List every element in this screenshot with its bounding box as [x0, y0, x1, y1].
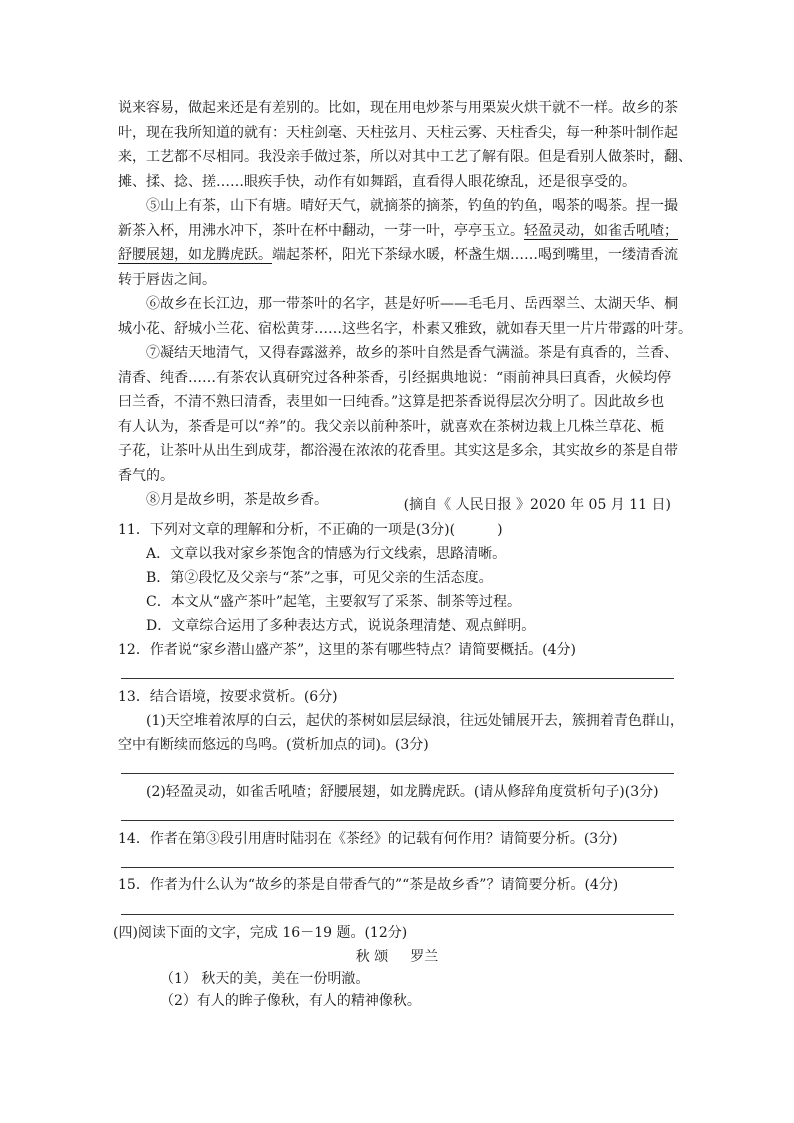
- text-line: 香气的。: [118, 467, 174, 484]
- option-d: D．文章综合运用了多种表达方式，说说条理清楚、观点鲜明。: [146, 618, 536, 634]
- answer-line[interactable]: [121, 773, 674, 774]
- text-line: 来，工艺都不尽相同。我没亲手做过茶，所以对其中工艺了解有限。但是看别人做茶时，翻、: [118, 149, 692, 165]
- question-14: 14．作者在第③段引用唐时陆羽在《茶经》的记载有何作用？请简要分析。(3分): [118, 831, 618, 847]
- text-plain: 新茶入杯，用沸水冲下，茶叶在杯中翻动，一芽一叶，亭亭玉立。: [118, 222, 524, 239]
- option-c: C．本文从“盛产茶叶”起笔，主要叙写了采茶、制茶等过程。: [146, 594, 522, 610]
- text-line: ⑥故乡在长江边，那一带茶叶的名字，甚是好听——毛毛月、岳西翠兰、太湖天华、桐: [146, 296, 678, 312]
- answer-line[interactable]: [121, 678, 674, 679]
- option-a: A．文章以我对家乡茶饱含的情感为行文线索，思路清晰。: [146, 546, 507, 562]
- question-13: 13．结合语境，按要求赏析。(6分): [118, 689, 338, 705]
- paragraph-5: [118, 194, 678, 292]
- text-line: ⑤山上有茶，山下有塘。晴好天气，就摘茶的摘茶，钓鱼的钓鱼，喝茶的喝茶。捏一撮: [146, 198, 678, 214]
- text-line: 叶，现在我所知道的就有：天柱剑毫、天柱弦月、天柱云雾、天柱香尖，每一种茶叶制作起: [118, 124, 678, 141]
- question-11: 11．下列对文章的理解和分析，不正确的一项是(3分)( ): [118, 522, 503, 538]
- underlined-sentence: 舒腰展翅，如龙腾虎跃。: [118, 247, 272, 263]
- text-line: 转于唇齿之间。: [118, 271, 216, 288]
- paragraph-7: [118, 341, 678, 488]
- text-plain: 端起茶杯，阳光下茶绿水暖，杯盏生烟……喝到嘴里，一缕清香流: [272, 247, 678, 263]
- text-line: 说来容易，做起来还是有差别的。比如，现在用电炒茶与用栗炭火烘干就不一样。故乡的茶: [118, 100, 678, 116]
- question-12: 12．作者说“家乡潜山盛产茶”，这里的茶有哪些特点？请简要概括。(4分): [118, 642, 576, 658]
- text-line: 清香、纯香……有茶农认真研究过各种茶香，引经据典地说：“雨前神具曰真香，火候均停: [118, 369, 672, 386]
- section-4-line-2: （2）有人的眸子像秋，有人的精神像秋。: [160, 993, 421, 1009]
- question-13-part-2: (2)轻盈灵动，如雀舌吼喳；舒腰展翅，如龙腾虎跃。(请从修辞角度赏析句子)(3分): [146, 784, 659, 800]
- paragraph-4: [118, 96, 692, 194]
- question-13-part-1-cont: 空中有断续而悠远的鸟鸣。(赏析加点的词)。(3分): [118, 737, 429, 753]
- poem-title-line: [0, 946, 794, 968]
- poem-author: 罗兰: [410, 949, 439, 965]
- text-line: ⑧月是故乡明，茶是故乡香。: [146, 492, 328, 508]
- text-line: 子花，让茶叶从出生到成芽，都浴漫在浓浓的花香里。其实这是多余，其实故乡的茶是自带: [118, 443, 678, 459]
- answer-line[interactable]: [121, 867, 674, 868]
- answer-line[interactable]: [121, 820, 674, 821]
- section-4-line-1: （1） 秋天的美，美在一份明澈。: [160, 971, 370, 987]
- poem-title: 秋 颂: [355, 949, 389, 965]
- answer-line[interactable]: [121, 914, 674, 915]
- text-line: 有人认为，茶香是可以“养”的。我父亲以前种茶叶，就喜欢在茶树边栽上几株兰草花、栀: [118, 418, 665, 435]
- section-4-heading: (四)阅读下面的文字，完成 16－19 题。(12分): [113, 925, 408, 941]
- text-line: 城小花、舒城小兰花、宿松黄芽……这些名字，朴素又雅致，就如春天里一片片带露的叶芽。: [118, 320, 692, 337]
- text-line: [118, 219, 678, 244]
- question-13-part-1: (1)天空堆着浓厚的白云，起伏的茶树如层层绿浪，往远处铺展开去，簇拥着青色群山，: [146, 713, 684, 729]
- source-citation: (摘自《 人民日报 》2020 年 05 月 11 日): [403, 497, 671, 513]
- text-line: [118, 243, 678, 268]
- underlined-sentence: 轻盈灵动，如雀舌吼喳；: [524, 222, 678, 239]
- question-15: 15．作者为什么认为“故乡的茶是自带香气的”“茶是故乡香”？请简要分析。(4分): [118, 877, 619, 893]
- option-b: B．第②段忆及父亲与“茶”之事，可见父亲的生活态度。: [146, 570, 493, 586]
- paragraph-6: [118, 292, 692, 341]
- text-line: ⑦凝结天地清气，又得春露滋养，故乡的茶叶自然是香气满溢。茶是有真香的，兰香、: [146, 345, 678, 361]
- text-line: 摊、揉、捻、搓……眼疾手快，动作有如舞蹈，直看得人眼花缭乱，还是很享受的。: [118, 173, 636, 190]
- text-line: 曰兰香，不清不熟曰清香，表里如一曰纯香。”这算是把茶香说得层次分明了。因此故乡也: [118, 394, 665, 410]
